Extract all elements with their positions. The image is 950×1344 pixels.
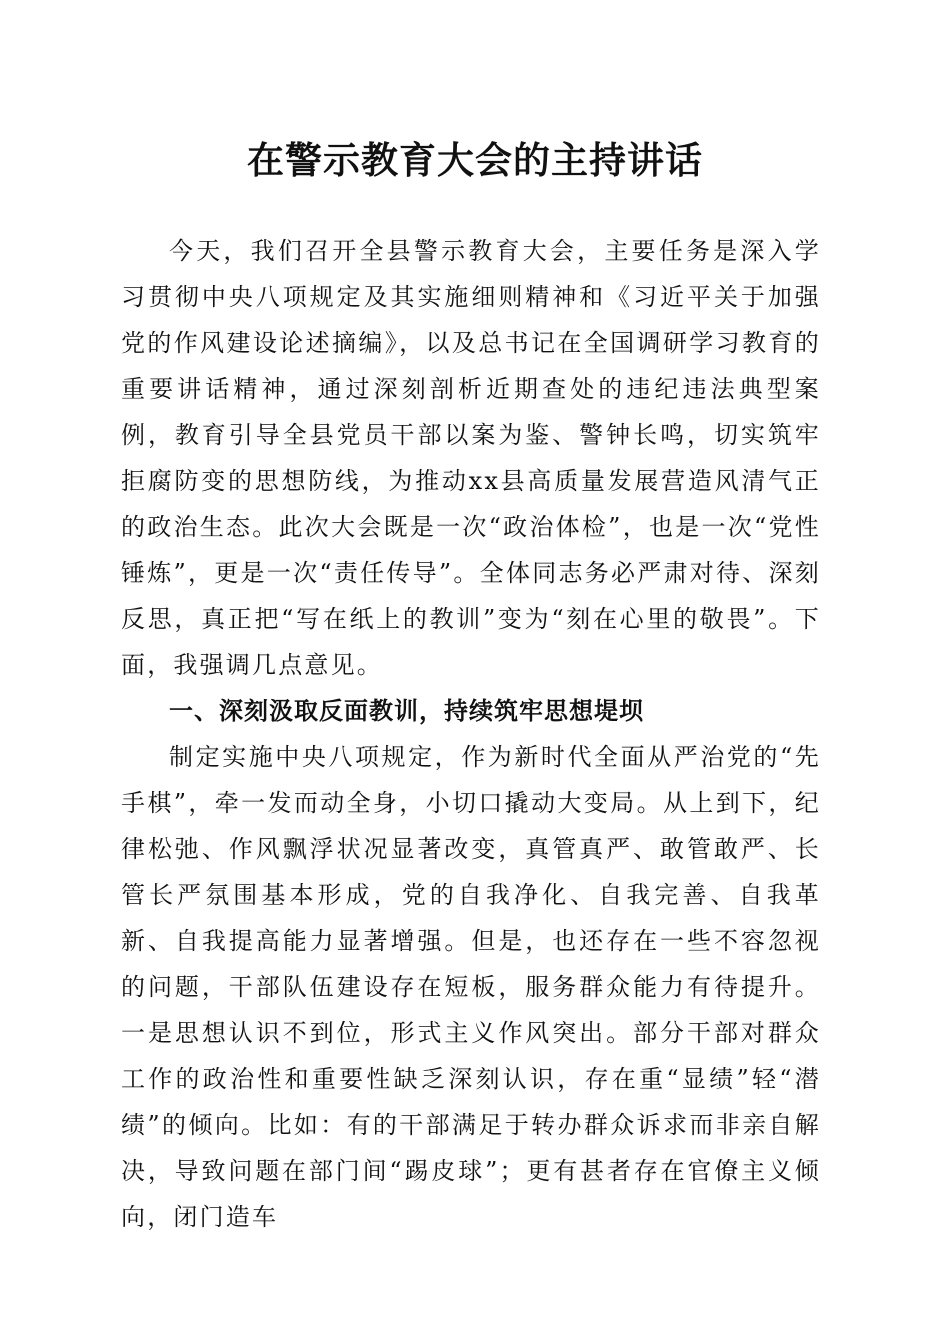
document-body (121, 228, 821, 1240)
section-heading-1: 一、深刻汲取反面教训，持续筑牢思想堤坝 (169, 697, 644, 725)
intro-paragraph: 今天，我们召开全县警示教育大会，主要任务是深入学习贯彻中央八项规定及其实施细则精神和《习近平关于加强党的作风建设论述摘编》，以及总书记在全国调研学习教育的重要讲话精神，通过深刻剖析近期查处的违纪违法典型案例，教育引导全县党员干部以案为鉴、警钟长鸣，切实筑牢拒腐防变的思想防线，为推动xx县高质量发展营造风清气正的政治生态。此次大会既是一次“政治体检”，也是一次“党性锤炼”，更是一次“责任传导”。全体同志务必严肃对待、深刻反思，真正把“写在纸上的教训”变为“刻在心里的敬畏”。下面，我强调几点意见。 (121, 237, 821, 679)
document-title: 在警示教育大会的主持讲话 (247, 138, 703, 182)
section-1-paragraph: 制定实施中央八项规定，作为新时代全面从严治党的“先手棋”，牵一发而动全身，小切口撬动大变局。从上到下，纪律松弛、作风飘浮状况显著改变，真管真严、敢管敢严、长管长严氛围基本形成，党的自我净化、自我完善、自我革新、自我提高能力显著增强。但是，也还存在一些不容忽视的问题，干部队伍建设存在短板，服务群众能力有待提升。一是思想认识不到位，形式主义作风突出。部分干部对群众工作的政治性和重要性缺乏深刻认识，存在重“显绩”轻“潜绩”的倾向。比如：有的干部满足于转办群众诉求而非亲自解决，导致问题在部门间“踢皮球”；更有甚者存在官僚主义倾向，闭门造车 (121, 743, 821, 1231)
